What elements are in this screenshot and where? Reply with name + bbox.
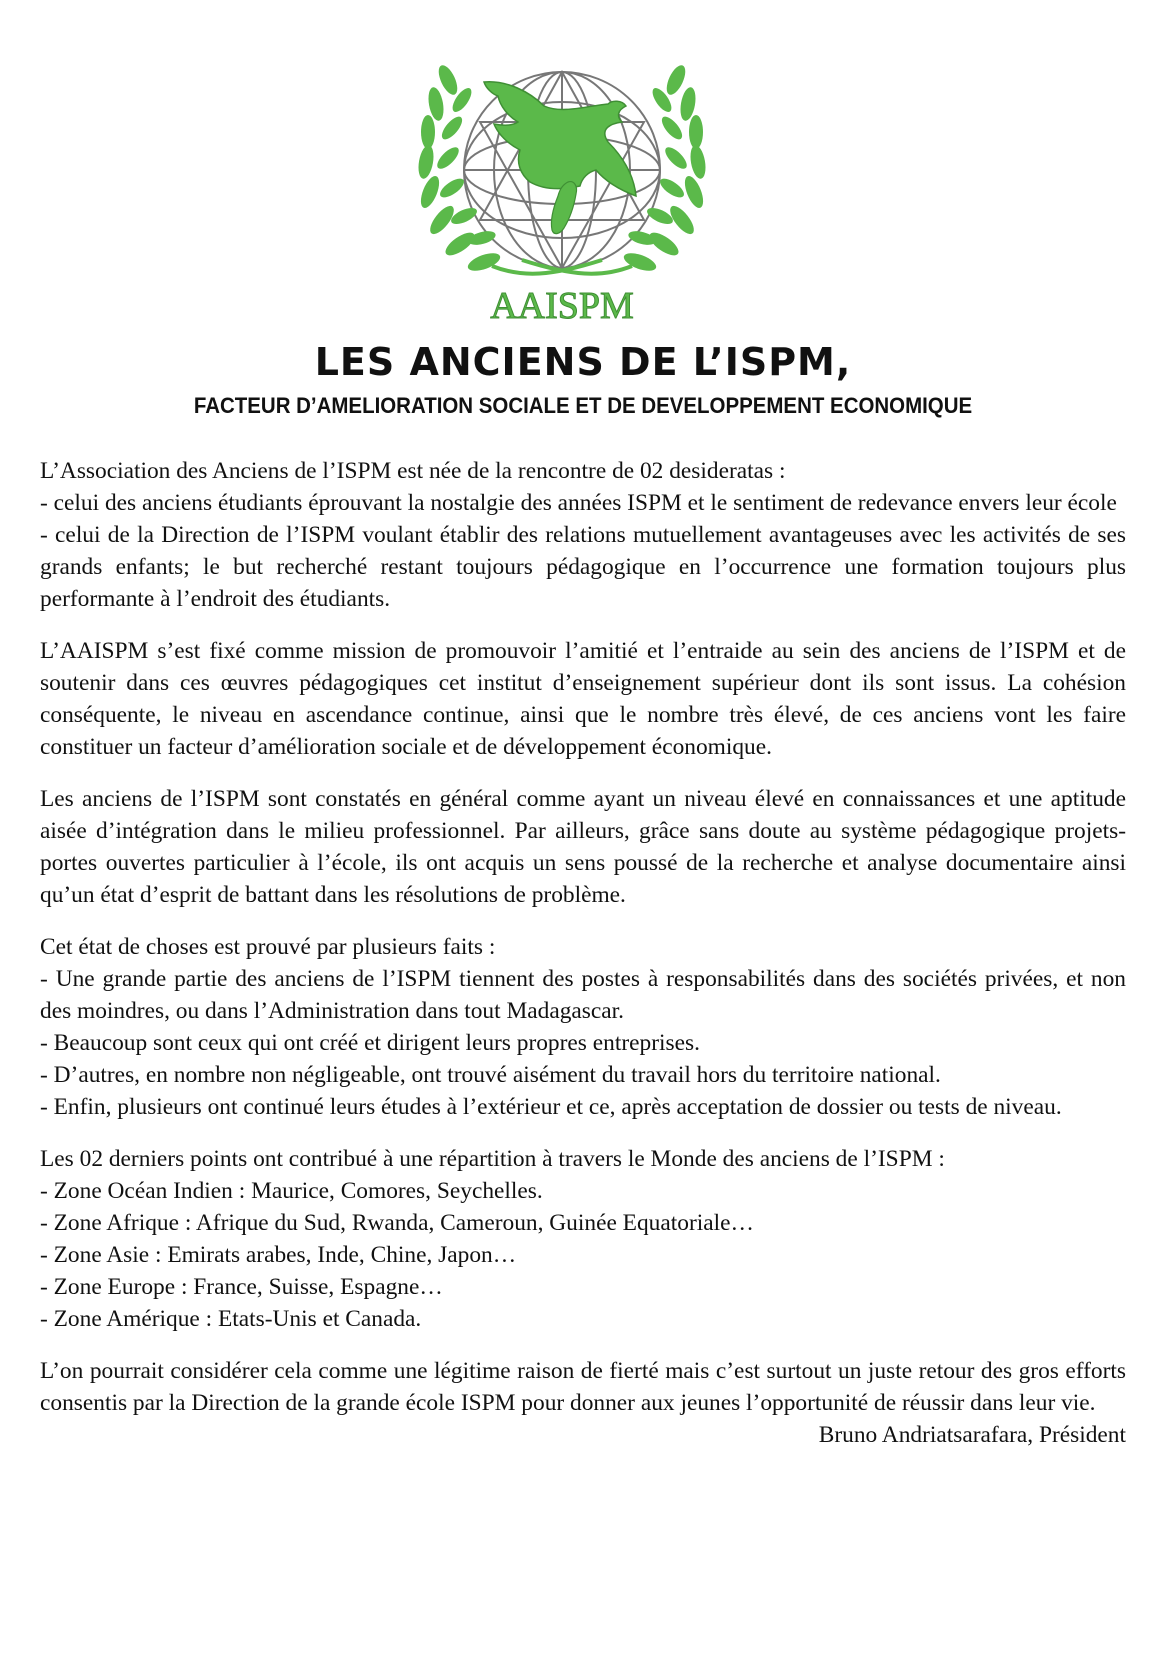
- paragraph-line: Cet état de choses est prouvé par plusieurs faits :: [40, 934, 496, 960]
- paragraph-origin: [40, 455, 1126, 615]
- paragraph-line: - celui des anciens étudiants éprouvant la nostalgie des années ISPM et le sentiment de redevance envers leur école: [40, 490, 1117, 516]
- page-subtitle: FACTEUR D’AMELIORATION SOCIALE ET DE DEVELOPPEMENT ECONOMIQUE: [193, 393, 973, 418]
- paragraph-line: - Zone Asie : Emirats arabes, Inde, Chine, Japon…: [40, 1242, 517, 1268]
- paragraph-zones: [40, 1143, 1126, 1335]
- paragraph-line: - Zone Afrique : Afrique du Sud, Rwanda, Cameroun, Guinée Equatoriale…: [40, 1210, 754, 1236]
- page-title: LES ANCIENS DE L’ISPM,: [314, 340, 852, 384]
- paragraph-line: L’Association des Anciens de l’ISPM est née de la rencontre de 02 desideratas :: [40, 458, 786, 484]
- paragraph-line: L’AAISPM s’est fixé comme mission de promouvoir l’amitié et l’entraide au sein des anciens de l’ISPM et de soutenir dans ces œuvres pédagogiques cet institut d’enseignement supérieur dont ils sont issus. La cohésion conséquente, le niveau en ascendance continue, ainsi que le nombre très élevé, de ces anciens vont les faire constituer un facteur d’amélioration sociale et de développement économique.: [40, 638, 1126, 760]
- paragraph-line: - celui de la Direction de l’ISPM voulant établir des relations mutuellement avantageuses avec les activités de ses grands enfants; le but recherché restant toujours pédagogique en l’occurrence une formation toujours plus performante à l’endroit des étudiants.: [40, 522, 1126, 612]
- laurel-globe-eagle-icon: [412, 40, 712, 330]
- paragraph-line: - Zone Amérique : Etats-Unis et Canada.: [40, 1306, 422, 1332]
- logo-text: AAISPM: [490, 285, 634, 327]
- paragraph-line: Les 02 derniers points ont contribué à une répartition à travers le Monde des anciens de l’ISPM :: [40, 1146, 945, 1172]
- article-body: [40, 455, 1126, 1451]
- paragraph-qualities: [40, 783, 1126, 911]
- paragraph-line: - Zone Europe : France, Suisse, Espagne…: [40, 1274, 443, 1300]
- paragraph-line: - Zone Océan Indien : Maurice, Comores, Seychelles.: [40, 1178, 543, 1204]
- paragraph-line: - Beaucoup sont ceux qui ont créé et dirigent leurs propres entreprises.: [40, 1030, 700, 1056]
- aaispm-logo: [412, 40, 712, 330]
- paragraph-line: L’on pourrait considérer cela comme une légitime raison de fierté mais c’est surtout un juste retour des gros efforts consentis par la Direction de la grande école ISPM pour donner aux jeunes l’opportunité de réussir dans leur vie.: [40, 1358, 1126, 1416]
- paragraph-line: - D’autres, en nombre non négligeable, ont trouvé aisément du travail hors du territoire national.: [40, 1062, 941, 1088]
- paragraph-line: - Enfin, plusieurs ont continué leurs études à l’extérieur et ce, après acceptation de dossier ou tests de niveau.: [40, 1094, 1062, 1120]
- paragraph-line: - Une grande partie des anciens de l’ISPM tiennent des postes à responsabilités dans des sociétés privées, et non des moindres, ou dans l’Administration dans tout Madagascar.: [40, 966, 1126, 1024]
- paragraph-line: Les anciens de l’ISPM sont constatés en général comme ayant un niveau élevé en connaissances et une aptitude aisée d’intégration dans le milieu professionnel. Par ailleurs, grâce sans doute au système pédagogique projets-portes ouvertes particulier à l’école, ils ont acquis un sens poussé de la recherche et analyse documentaire ainsi qu’un état d’esprit de battant dans les résolutions de problème.: [40, 786, 1126, 908]
- paragraph-facts: [40, 931, 1126, 1123]
- paragraph-conclusion: [40, 1355, 1126, 1419]
- signature: Bruno Andriatsarafara, Président: [818, 1422, 1126, 1448]
- paragraph-mission: [40, 635, 1126, 763]
